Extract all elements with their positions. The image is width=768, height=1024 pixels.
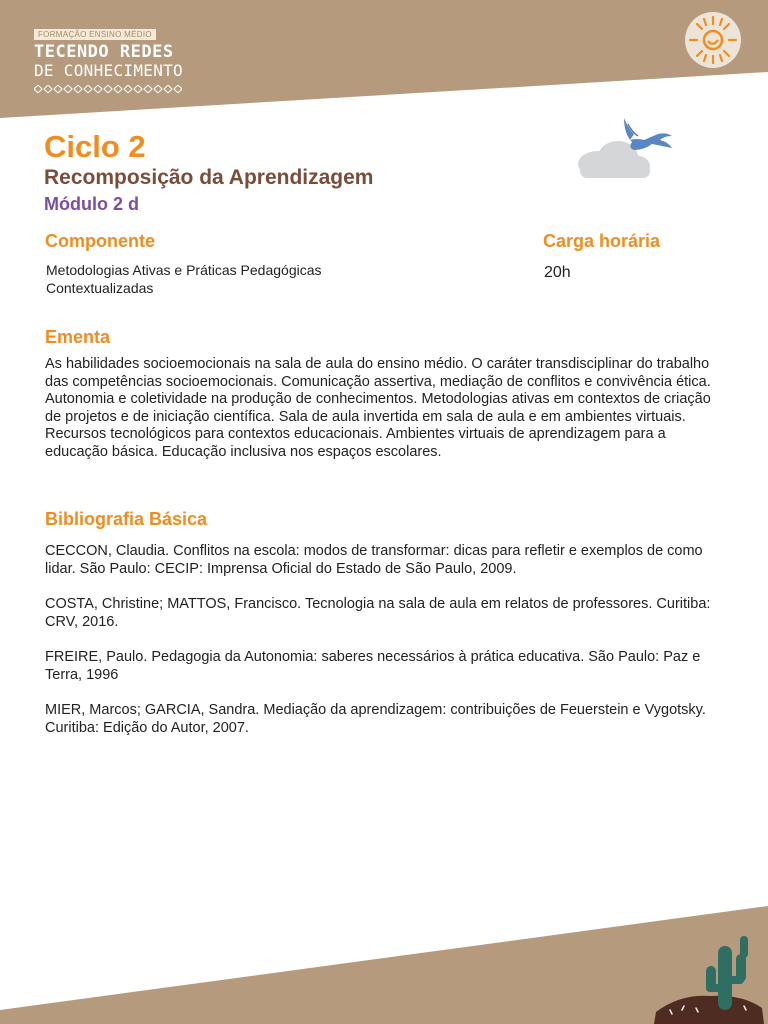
page-subtitle: Recomposição da Aprendizagem — [44, 166, 374, 189]
cloud-bird-illustration — [572, 112, 680, 184]
ementa-text: As habilidades socioemocionais na sala de aula do ensino médio. O caráter transdisciplinar do trabalho das competências socioemocionais. Comunicação assertiva, mediação de conflitos e convivência ética. Autonomia e coletividade na produção de conhecimentos. Metodologias ativas em contextos de criação de projetos e de iniciação científica. Sala de aula invertida em sala de aula e em ambientes virtuais. Recursos tecnológicos para contextos educacionais. Ambientes virtuais de aprendizagem para a educação básica. Educação inclusiva nos espaços escolares. — [45, 356, 711, 460]
brand-tag: FORMAÇÃO ENSINO MÉDIO — [34, 29, 156, 40]
page-title: Ciclo 2 — [44, 129, 146, 164]
carga-horaria-value: 20h — [544, 264, 571, 281]
componente-value: Metodologias Ativas e Práticas Pedagógicas Contextualizadas — [46, 262, 322, 296]
brand-title-line2: DE CONHECIMENTO — [34, 61, 183, 80]
bibliografia-list — [45, 543, 735, 755]
brand-logo — [34, 24, 194, 98]
list-item: CECCON, Claudia. Conflitos na escola: modos de transformar: dicas para refletir e exemplos de como lidar. São Paulo: CECIP: Imprensa Oficial do Estado de São Paulo, 2009. — [45, 543, 703, 577]
ementa-heading: Ementa — [45, 327, 111, 347]
componente-label: Componente — [45, 231, 155, 251]
cactus-icon — [650, 930, 768, 1024]
list-item: MIER, Marcos; GARCIA, Sandra. Mediação da aprendizagem: contribuições de Feuerstein e Vygotsky. Curitiba: Edição do Autor, 2007. — [45, 702, 706, 736]
sun-icon — [684, 11, 742, 69]
brand-title-line1: TECENDO REDES — [34, 42, 174, 62]
module-label: Módulo 2 d — [44, 194, 139, 214]
list-item: FREIRE, Paulo. Pedagogia da Autonomia: saberes necessários à prática educativa. São Paulo: Paz e Terra, 1996 — [45, 649, 701, 683]
carga-horaria-label: Carga horária — [543, 231, 661, 251]
bird-icon — [624, 118, 672, 150]
brand-ornament — [34, 85, 182, 93]
bibliografia-heading: Bibliografia Básica — [45, 509, 208, 529]
list-item: COSTA, Christine; MATTOS, Francisco. Tecnologia na sala de aula em relatos de professores. Curitiba: CRV, 2016. — [45, 596, 711, 630]
